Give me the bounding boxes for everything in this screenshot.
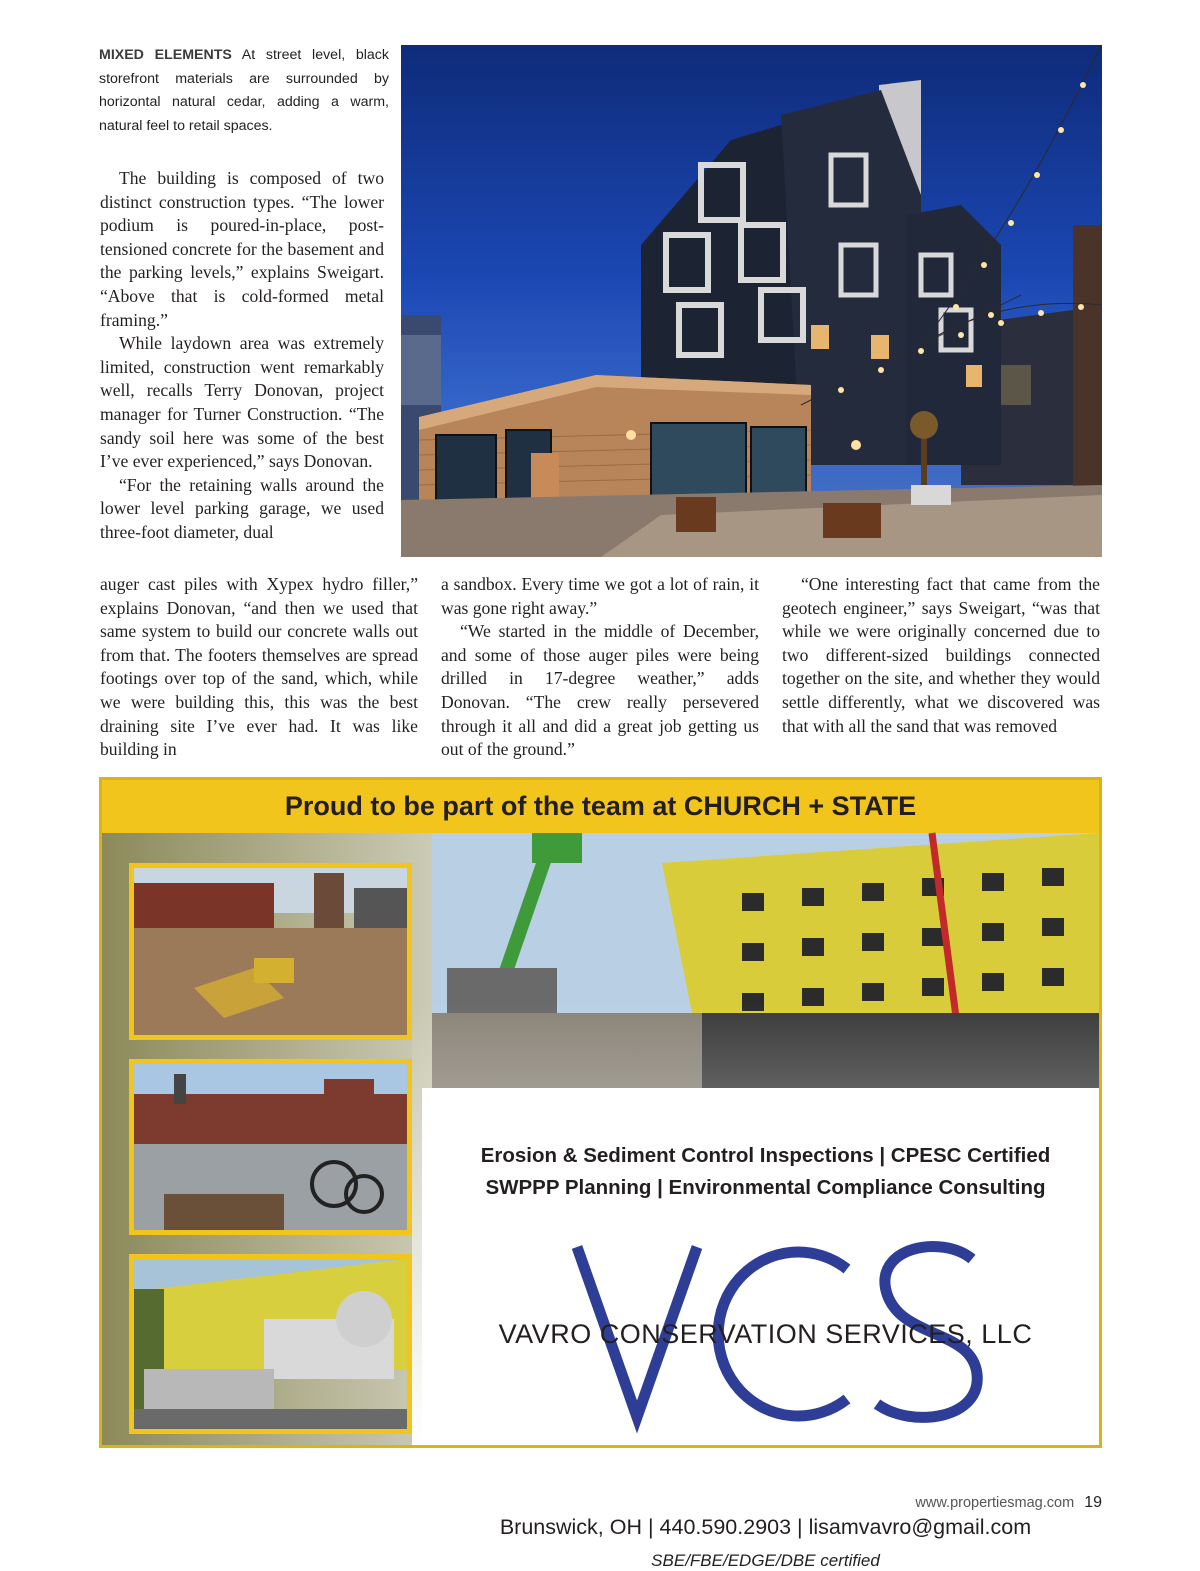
article-paragraph: “We started in the middle of December, and some of those auger piles were being drilled in 17-degree weather,” adds Donovan. “The crew really persevered through it all and did a great job getting us out of the ground.” [441, 621, 759, 760]
foundation-thumbnail [129, 1059, 412, 1235]
article-paragraph: “For the retaining walls around the lower level parking garage, we used three-foot diameter, dual [100, 474, 384, 542]
excavation-thumbnail [129, 863, 412, 1040]
article-paragraph: auger cast piles with Xypex hydro filler,” explains Donovan, “and then we used that same system to build our concrete walls out from that. The footers themselves are spread footings over top of the sand, which, while we were building this, this was the best draining site I’ve ever had. It was like building in [100, 574, 418, 760]
building-photo [401, 45, 1102, 557]
article-paragraph: a sandbox. Every time we got a lot of rain, it was gone right away.” [441, 574, 759, 618]
ad-banner-text: Proud to be part of the team at CHURCH + STATE [284, 791, 917, 821]
article-column-1-bottom [100, 573, 418, 762]
article-paragraph: “One interesting fact that came from the geotech engineer,” says Sweigart, “was that while we were originally concerned due to two different-sized buildings connected together on the site, and whether they would settle differently, what we discovered was that with all the sand that was removed [782, 574, 1100, 736]
framing-thumbnail [129, 1254, 412, 1434]
certifications: SBE/FBE/EDGE/DBE certified [651, 1551, 880, 1570]
caption-text: At street level, black storefront materials are surrounded by horizontal natural cedar, adding a warm, natural feel to retail spaces. [99, 47, 389, 134]
footer-url: www.propertiesmag.com [915, 1495, 1075, 1511]
ad-banner [102, 780, 1099, 833]
services-line-2: SWPPP Planning | Environmental Compliance Consulting [485, 1176, 1046, 1199]
page-number: 19 [1084, 1494, 1102, 1511]
article-paragraph: The building is composed of two distinct construction types. “The lower podium is poured-in-place, post-tensioned concrete for the basement and the parking levels,” explains Sweigart. “Above that is cold-formed metal framing.” [100, 168, 384, 330]
company-name: VAVRO CONSERVATION SERVICES, LLC [498, 1319, 1033, 1349]
services-line-1: Erosion & Sediment Control Inspections | CPESC Certified [480, 1144, 1051, 1167]
article-column-1-top [100, 167, 384, 545]
article-paragraph: While laydown area was extremely limited, construction went remarkably well, recalls Terry Donovan, project manager for Turner Construction. “The sandy soil here was some of the best I’ve ever experienced,” says Donovan. [100, 333, 384, 472]
photo-caption [99, 44, 389, 138]
caption-heading: MIXED ELEMENTS [99, 47, 232, 63]
page-footer [915, 1494, 1102, 1512]
article-column-3 [782, 573, 1100, 738]
article-column-2 [441, 573, 759, 762]
contact-info: Brunswick, OH | 440.590.2903 | lisamvavro@gmail.com [499, 1515, 1032, 1539]
